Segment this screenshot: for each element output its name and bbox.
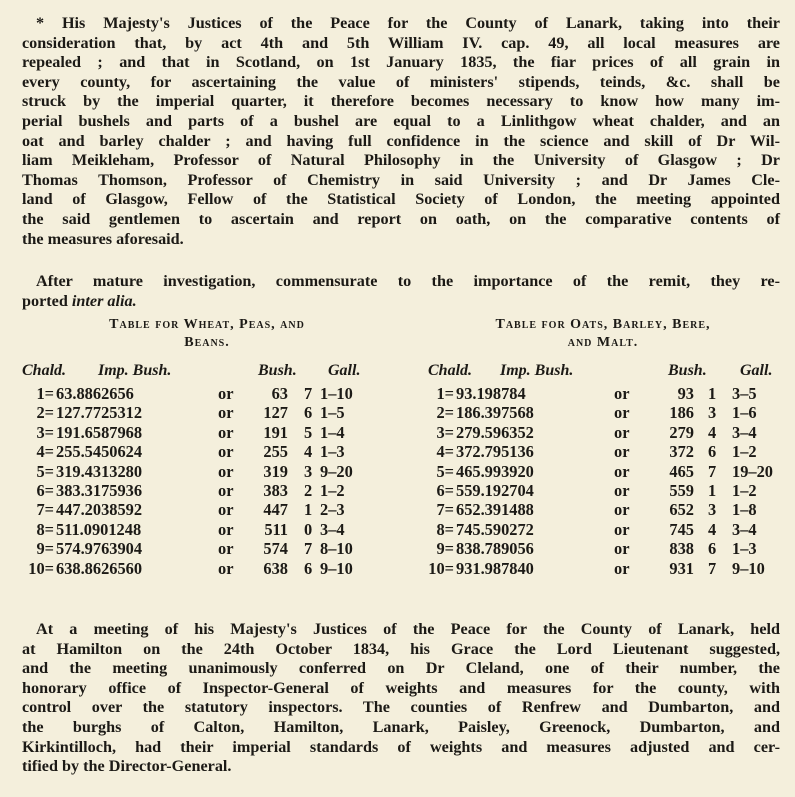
investigation-paragraph — [22, 272, 780, 311]
header-gall: Gall. — [328, 362, 361, 379]
table-row — [22, 384, 392, 403]
imp-bush-cell: 652.391488 — [456, 500, 534, 520]
header-gall: Gall. — [740, 362, 773, 379]
table-row — [418, 500, 788, 519]
bush-cell: 447 — [263, 500, 288, 520]
chald-cell: 10= — [428, 558, 454, 578]
imp-bush-cell: 191.6587968 — [56, 422, 143, 442]
bush-cell: 745 — [669, 519, 694, 539]
gall-fraction-cell: 1–2 — [732, 480, 757, 500]
text-line: liam Meikleham, Professor of Natural Philosophy in the University of Glasgow ; Dr — [22, 151, 780, 170]
or-cell: or — [218, 519, 234, 539]
table-title: Table for Oats, Barley, Bere, — [495, 317, 711, 332]
gall-cell: 0 — [304, 519, 313, 539]
gall-fraction-cell: 9–10 — [320, 558, 353, 578]
header-bush: Bush. — [668, 362, 707, 379]
imp-bush-cell: 931.987840 — [456, 558, 534, 578]
table-title: Table for Wheat, Peas, and — [109, 317, 305, 332]
or-cell: or — [614, 500, 630, 520]
imp-bush-cell: 127.7725312 — [56, 403, 143, 423]
chald-cell: 2= — [436, 403, 454, 423]
bush-cell: 372 — [669, 442, 694, 462]
or-cell: or — [218, 539, 234, 559]
or-cell: or — [614, 403, 630, 423]
text-line: * His Majesty's Justices of the Peace for the County of Lanark, taking into their — [36, 14, 780, 32]
bush-cell: 255 — [263, 442, 288, 462]
gall-fraction-cell: 2–3 — [320, 500, 345, 520]
text-line: struck by the imperial quarter, it therefore becomes necessary to know how many im- — [22, 92, 780, 111]
table-row — [418, 520, 788, 539]
gall-cell: 1 — [304, 500, 313, 520]
table-row — [22, 520, 392, 539]
bush-cell: 559 — [669, 480, 694, 500]
gall-cell: 6 — [708, 539, 717, 559]
imp-bush-cell: 838.789056 — [456, 539, 534, 559]
bush-cell: 186 — [669, 403, 694, 423]
chald-cell: 7= — [436, 500, 454, 520]
table-row — [22, 423, 392, 442]
bush-cell: 279 — [669, 422, 694, 442]
bush-cell: 319 — [263, 461, 288, 481]
table-row — [22, 559, 392, 578]
gall-fraction-cell: 1–10 — [320, 384, 353, 403]
or-cell: or — [614, 384, 630, 403]
text-line: repealed ; and that in Scotland, on 1st January 1835, the fiar prices of all grain in — [22, 53, 780, 72]
text-line: At a meeting of his Majesty's Justices of the Peace for the County of Lanark, held — [36, 620, 780, 638]
chald-cell: 9= — [436, 539, 454, 559]
imp-bush-cell: 383.3175936 — [56, 480, 143, 500]
or-cell: or — [218, 461, 234, 481]
imp-bush-cell: 372.795136 — [456, 442, 534, 462]
text-line: and the meeting unanimously conferred on Dr Cleland, one of their number, the — [22, 659, 780, 678]
chald-cell: 4= — [36, 442, 54, 462]
text-line: the said gentlemen to ascertain and report on oath, on the comparative contents of — [22, 209, 780, 228]
or-cell: or — [218, 384, 234, 403]
table-row — [22, 539, 392, 558]
table-row — [418, 403, 788, 422]
bush-cell: 574 — [263, 539, 288, 559]
wheat-table — [22, 316, 392, 578]
table-row — [22, 403, 392, 422]
gall-cell: 4 — [708, 422, 717, 442]
table-row — [22, 462, 392, 481]
or-cell: or — [614, 422, 630, 442]
text-line: perial bushels and parts of a bushel are equal to a Linlithgow wheat chalder, and an — [22, 111, 780, 130]
gall-fraction-cell: 1–4 — [320, 422, 345, 442]
gall-fraction-cell: 3–4 — [320, 519, 345, 539]
text-line: oat and barley chalder ; and having full confidence in the science and skill of Dr Wil- — [22, 131, 780, 150]
imp-bush-cell: 447.2038592 — [56, 500, 143, 520]
gall-cell: 3 — [708, 403, 717, 423]
gall-cell: 2 — [304, 480, 313, 500]
imp-bush-cell: 465.993920 — [456, 461, 534, 481]
gall-fraction-cell: 1–2 — [320, 480, 345, 500]
header-chald: Chald. — [22, 362, 67, 379]
gall-cell: 4 — [708, 519, 717, 539]
table-title: and Malt. — [567, 335, 639, 350]
gall-fraction-cell: 3–4 — [732, 519, 757, 539]
or-cell: or — [218, 558, 234, 578]
table-body — [418, 384, 788, 578]
chald-cell: 5= — [436, 461, 454, 481]
gall-cell: 5 — [304, 422, 313, 442]
bush-cell: 93 — [677, 384, 694, 403]
chald-cell: 9= — [36, 539, 54, 559]
text-line: consideration that, by act 4th and 5th William IV. cap. 49, all local measures are — [22, 33, 780, 52]
table-title: Beans. — [184, 335, 230, 350]
imp-bush-cell: 255.5450624 — [56, 442, 143, 462]
or-cell: or — [614, 442, 630, 462]
table-header — [418, 362, 788, 384]
oats-table — [418, 316, 788, 578]
table-row — [22, 481, 392, 500]
gall-cell: 3 — [304, 461, 313, 481]
chald-cell: 2= — [36, 403, 54, 423]
chald-cell: 10= — [28, 558, 54, 578]
or-cell: or — [218, 422, 234, 442]
or-cell: or — [614, 461, 630, 481]
or-cell: or — [218, 403, 234, 423]
table-row — [418, 442, 788, 461]
imp-bush-cell: 93.198784 — [456, 384, 526, 403]
imp-bush-cell: 63.8862656 — [56, 384, 134, 403]
bush-cell: 838 — [669, 539, 694, 559]
text-line: the measures aforesaid. — [22, 229, 184, 248]
bush-cell: 383 — [263, 480, 288, 500]
gall-cell: 7 — [304, 539, 313, 559]
bush-cell: 652 — [669, 500, 694, 520]
table-row — [418, 559, 788, 578]
gall-cell: 7 — [304, 384, 313, 403]
table-body — [22, 384, 392, 578]
chald-cell: 1= — [436, 384, 454, 403]
chald-cell: 6= — [436, 480, 454, 500]
table-row — [22, 500, 392, 519]
table-row — [418, 539, 788, 558]
text-line — [22, 292, 780, 312]
gall-fraction-cell: 1–5 — [320, 403, 345, 423]
text-line: After mature investigation, commensurate to the importance of the remit, they re- — [36, 272, 780, 290]
gall-cell: 3 — [708, 500, 717, 520]
gall-fraction-cell: 1–6 — [732, 403, 757, 423]
or-cell: or — [614, 539, 630, 559]
header-imp-bush: Imp. Bush. — [500, 362, 574, 379]
gall-fraction-cell: 1–2 — [732, 442, 757, 462]
imp-bush-cell: 319.4313280 — [56, 461, 143, 481]
gall-fraction-cell: 9–10 — [732, 558, 765, 578]
table-row — [418, 384, 788, 403]
imp-bush-cell: 745.590272 — [456, 519, 534, 539]
gall-cell: 7 — [708, 558, 717, 578]
text-line: at Hamilton on the 24th October 1834, his Grace the Lord Lieutenant suggested, — [22, 639, 780, 658]
or-cell: or — [614, 480, 630, 500]
bush-cell: 931 — [669, 558, 694, 578]
text-line: every county, for ascertaining the value of ministers' stipends, teinds, &c. shall be — [22, 72, 780, 91]
table-row — [418, 481, 788, 500]
text-line: the burghs of Calton, Hamilton, Lanark, Paisley, Greenock, Dumbarton, and — [22, 717, 780, 736]
chald-cell: 6= — [36, 480, 54, 500]
table-header — [22, 362, 392, 384]
chald-cell: 4= — [436, 442, 454, 462]
gall-fraction-cell: 1–8 — [732, 500, 757, 520]
bush-cell: 127 — [263, 403, 288, 423]
or-cell: or — [614, 519, 630, 539]
gall-cell: 7 — [708, 461, 717, 481]
imp-bush-cell: 559.192704 — [456, 480, 534, 500]
table-row — [418, 462, 788, 481]
gall-fraction-cell: 9–20 — [320, 461, 353, 481]
bush-cell: 191 — [263, 422, 288, 442]
text-line: honorary office of Inspector-General of weights and measures for the county, with — [22, 678, 780, 697]
gall-cell: 1 — [708, 384, 717, 403]
gall-fraction-cell: 19–20 — [732, 461, 773, 481]
chald-cell: 7= — [36, 500, 54, 520]
chald-cell: 8= — [36, 519, 54, 539]
imp-bush-cell: 638.8626560 — [56, 558, 143, 578]
or-cell: or — [614, 558, 630, 578]
gall-fraction-cell: 3–5 — [732, 384, 757, 403]
text-line: tified by the Director-General. — [22, 757, 232, 776]
or-cell: or — [218, 480, 234, 500]
text-line: Thomas Thomson, Professor of Chemistry in said University ; and Dr James Cle- — [22, 170, 780, 189]
gall-cell: 1 — [708, 480, 717, 500]
table-row — [418, 423, 788, 442]
bush-cell: 638 — [263, 558, 288, 578]
gall-fraction-cell: 1–3 — [320, 442, 345, 462]
gall-fraction-cell: 1–3 — [732, 539, 757, 559]
gall-cell: 6 — [304, 558, 313, 578]
chald-cell: 3= — [436, 422, 454, 442]
imp-bush-cell: 279.596352 — [456, 422, 534, 442]
table-row — [22, 442, 392, 461]
bush-cell: 63 — [271, 384, 288, 403]
imp-bush-cell: 186.397568 — [456, 403, 534, 423]
header-bush: Bush. — [258, 362, 297, 379]
chald-cell: 1= — [36, 384, 54, 403]
intro-paragraph — [22, 14, 780, 249]
header-chald: Chald. — [428, 362, 473, 379]
italic-phrase: inter alia. — [71, 291, 137, 310]
chald-cell: 3= — [36, 422, 54, 442]
meeting-paragraph — [22, 620, 780, 777]
gall-fraction-cell: 3–4 — [732, 422, 757, 442]
chald-cell: 8= — [436, 519, 454, 539]
bush-cell: 465 — [669, 461, 694, 481]
imp-bush-cell: 574.9763904 — [56, 539, 143, 559]
header-imp-bush: Imp. Bush. — [98, 362, 172, 379]
text-line: Kirkintilloch, had their imperial standards of weights and measures adjusted and cer- — [22, 737, 780, 756]
text-line: land of Glasgow, Fellow of the Statistical Society of London, the meeting appointed — [22, 190, 780, 209]
text-fragment: ported — [22, 291, 72, 310]
or-cell: or — [218, 442, 234, 462]
gall-cell: 4 — [304, 442, 313, 462]
gall-cell: 6 — [304, 403, 313, 423]
chald-cell: 5= — [36, 461, 54, 481]
gall-cell: 6 — [708, 442, 717, 462]
or-cell: or — [218, 500, 234, 520]
bush-cell: 511 — [264, 519, 288, 539]
gall-fraction-cell: 8–10 — [320, 539, 353, 559]
text-line: control over the statutory inspectors. The counties of Renfrew and Dumbarton, and — [22, 698, 780, 717]
imp-bush-cell: 511.0901248 — [56, 519, 142, 539]
